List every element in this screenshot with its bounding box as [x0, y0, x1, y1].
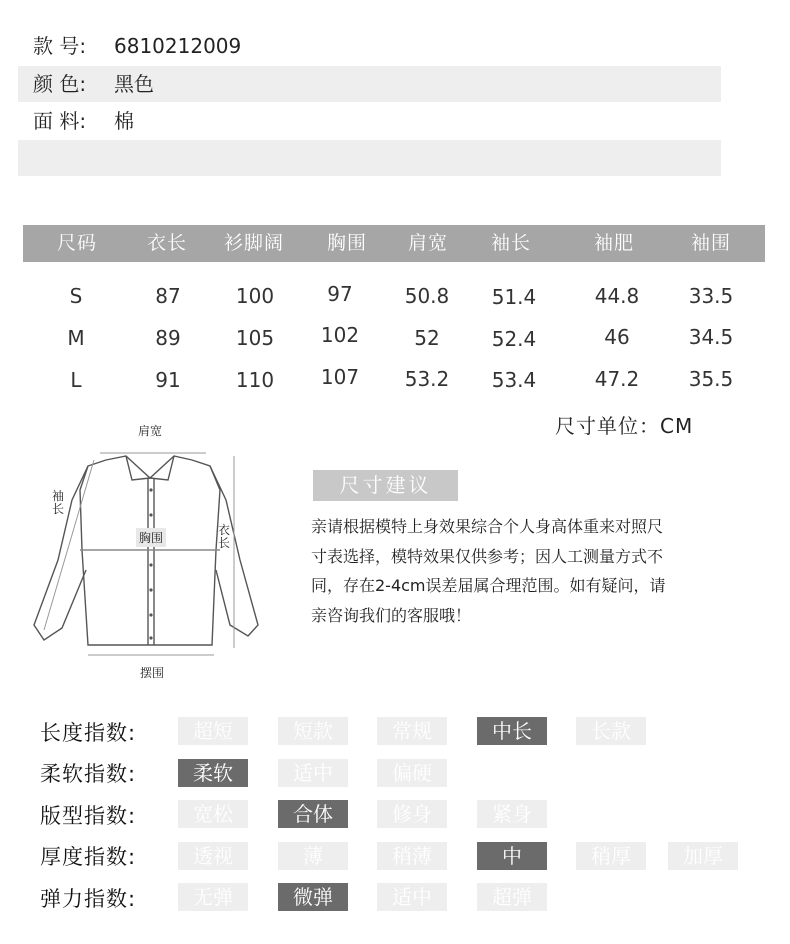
- option-chip: 紧身: [477, 800, 547, 828]
- index-label: 弹力指数:: [40, 887, 137, 911]
- header-length: 衣长: [146, 232, 188, 254]
- option-chip: 宽松: [178, 800, 248, 828]
- info-row-fabric: [18, 103, 721, 139]
- size-advice-title: 尺寸建议: [313, 470, 458, 501]
- table-cell: 110: [235, 368, 275, 392]
- size-unit-note: 尺寸单位：CM: [555, 414, 694, 438]
- table-cell: 53.2: [404, 367, 450, 391]
- table-cell: 47.2: [594, 367, 640, 391]
- table-cell: 34.5: [688, 325, 734, 349]
- option-chip: 偏硬: [377, 759, 447, 787]
- option-chip: 长款: [576, 717, 646, 745]
- option-chip: 超弹: [477, 883, 547, 911]
- option-chip: 无弹: [178, 883, 248, 911]
- option-chip: 加厚: [668, 842, 738, 870]
- option-chip-selected: 微弹: [278, 883, 348, 911]
- table-cell: L: [70, 368, 82, 392]
- table-cell: 51.4: [491, 285, 537, 309]
- option-chip-selected: 中长: [477, 717, 547, 745]
- option-chip: 超短: [178, 717, 248, 745]
- option-chip-selected: 中: [477, 842, 547, 870]
- size-table-header: [23, 225, 765, 262]
- table-cell: S: [69, 284, 83, 308]
- table-cell: 53.4: [491, 368, 537, 392]
- style-no-label: 款 号:: [33, 34, 87, 58]
- diagram-label-length: 衣长: [218, 523, 231, 550]
- table-cell: 44.8: [594, 284, 640, 308]
- advice-line: 同，存在2-4cm误差届属合理范围。如有疑问，请: [311, 576, 666, 595]
- info-row-style-no: [18, 28, 721, 64]
- index-label: 长度指数:: [40, 721, 137, 745]
- header-size: 尺码: [56, 232, 98, 254]
- index-label: 柔软指数:: [40, 762, 137, 786]
- table-cell: 89: [155, 326, 181, 350]
- advice-line: 亲请根据模特上身效果综合个人身高体重来对照尺: [311, 517, 664, 536]
- fabric-value: 棉: [114, 109, 134, 133]
- header-shoulder: 肩宽: [407, 232, 449, 254]
- option-chip: 薄: [278, 842, 348, 870]
- index-label: 版型指数:: [40, 804, 137, 828]
- diagram-label-shoulder: 肩宽: [138, 424, 163, 438]
- table-cell: 102: [320, 323, 360, 347]
- header-chest: 胸围: [326, 232, 368, 254]
- index-label: 厚度指数:: [40, 845, 137, 869]
- table-cell: 107: [320, 365, 360, 389]
- table-cell: 100: [235, 284, 275, 308]
- header-sleeve-length: 袖长: [490, 232, 532, 254]
- style-no-value: 6810212009: [114, 34, 242, 58]
- diagram-label-sleeve: 袖长: [52, 489, 65, 516]
- option-chip-selected: 柔软: [178, 759, 248, 787]
- info-row-color: [18, 66, 721, 102]
- advice-line: 寸表选择，模特效果仅供参考；因人工测量方式不: [311, 546, 664, 566]
- header-cuff: 袖围: [690, 232, 732, 254]
- option-chip: 稍薄: [377, 842, 447, 870]
- table-cell: 97: [327, 282, 353, 306]
- diagram-label-chest: 胸围: [136, 528, 166, 547]
- advice-line: 亲咨询我们的客服哦！: [311, 605, 472, 625]
- option-chip: 短款: [278, 717, 348, 745]
- header-bicep: 袖肥: [593, 232, 635, 254]
- table-cell: 91: [155, 368, 181, 392]
- header-hem-width: 衫脚阔: [223, 232, 285, 254]
- info-row-empty: [18, 140, 721, 176]
- option-chip: 常规: [377, 717, 447, 745]
- table-cell: M: [67, 326, 85, 350]
- option-chip: 适中: [278, 759, 348, 787]
- fabric-label: 面 料:: [33, 109, 87, 133]
- option-chip: 稍厚: [576, 842, 646, 870]
- color-value: 黑色: [114, 72, 154, 96]
- table-cell: 50.8: [404, 284, 450, 308]
- table-cell: 52: [414, 326, 440, 350]
- option-chip: 适中: [377, 883, 447, 911]
- table-cell: 52.4: [491, 327, 537, 351]
- table-cell: 33.5: [688, 284, 734, 308]
- table-cell: 35.5: [688, 367, 734, 391]
- shirt-measurement-diagram: [30, 420, 270, 685]
- table-cell: 46: [604, 325, 630, 349]
- option-chip: 透视: [178, 842, 248, 870]
- size-advice-text: [311, 512, 726, 630]
- table-cell: 105: [235, 326, 275, 350]
- option-chip: 修身: [377, 800, 447, 828]
- option-chip-selected: 合体: [278, 800, 348, 828]
- table-cell: 87: [155, 284, 181, 308]
- diagram-label-hem: 摆围: [140, 666, 165, 680]
- shirt-outline-icon: [30, 420, 270, 685]
- color-label: 颜 色:: [33, 72, 87, 96]
